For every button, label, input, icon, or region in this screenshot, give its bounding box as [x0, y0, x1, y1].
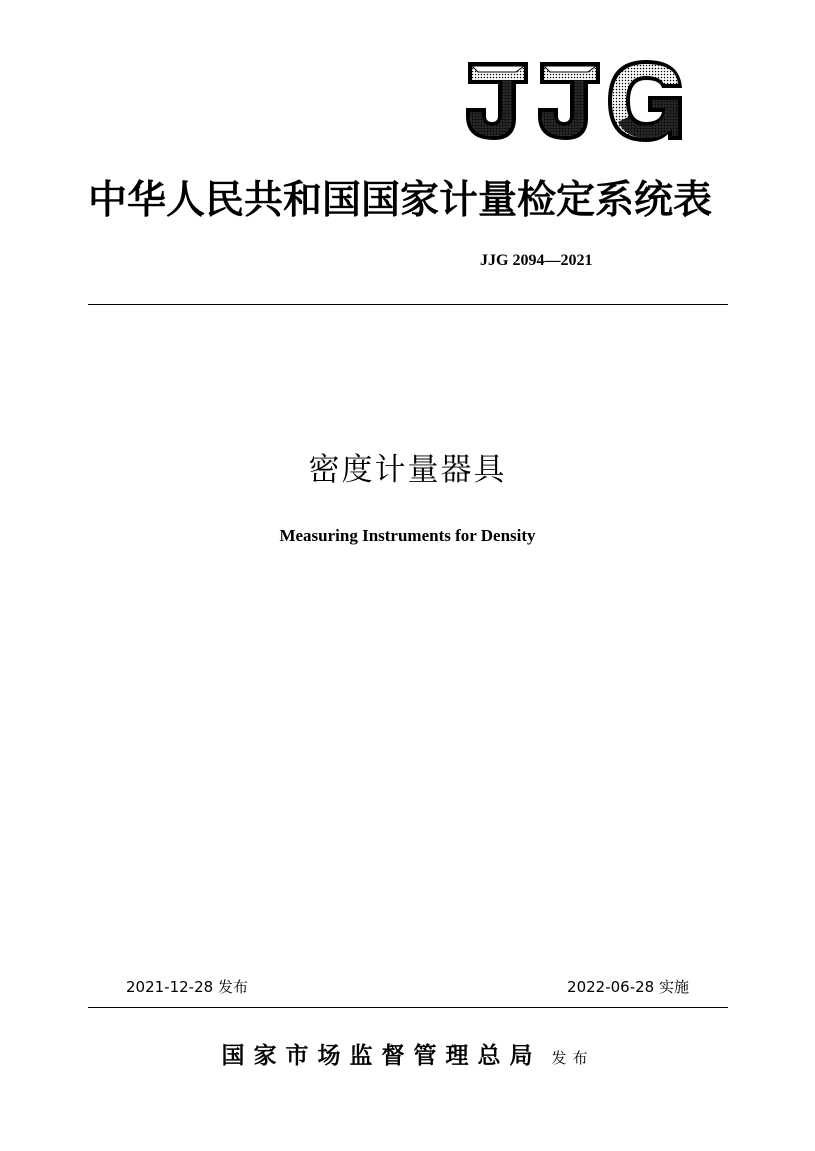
standard-number: JJG 2094—2021 [480, 252, 593, 269]
document-title-en: Measuring Instruments for Density [279, 526, 536, 545]
jjg-logo-icon [462, 58, 684, 144]
issuer-line [0, 1036, 815, 1076]
document-title-cn: 密度计量器具 [308, 452, 507, 488]
issuer-action: 发布 [551, 1049, 594, 1067]
top-divider [88, 304, 728, 305]
bottom-divider [88, 1007, 728, 1008]
issuer-name: 国家市场监督管理总局 [221, 1042, 542, 1069]
issue-date: 2021-12-28 发布 [126, 978, 248, 996]
implementation-date: 2022-06-28 实施 [567, 978, 689, 996]
standard-category-title: 中华人民共和国国家计量检定系统表 [88, 177, 713, 223]
